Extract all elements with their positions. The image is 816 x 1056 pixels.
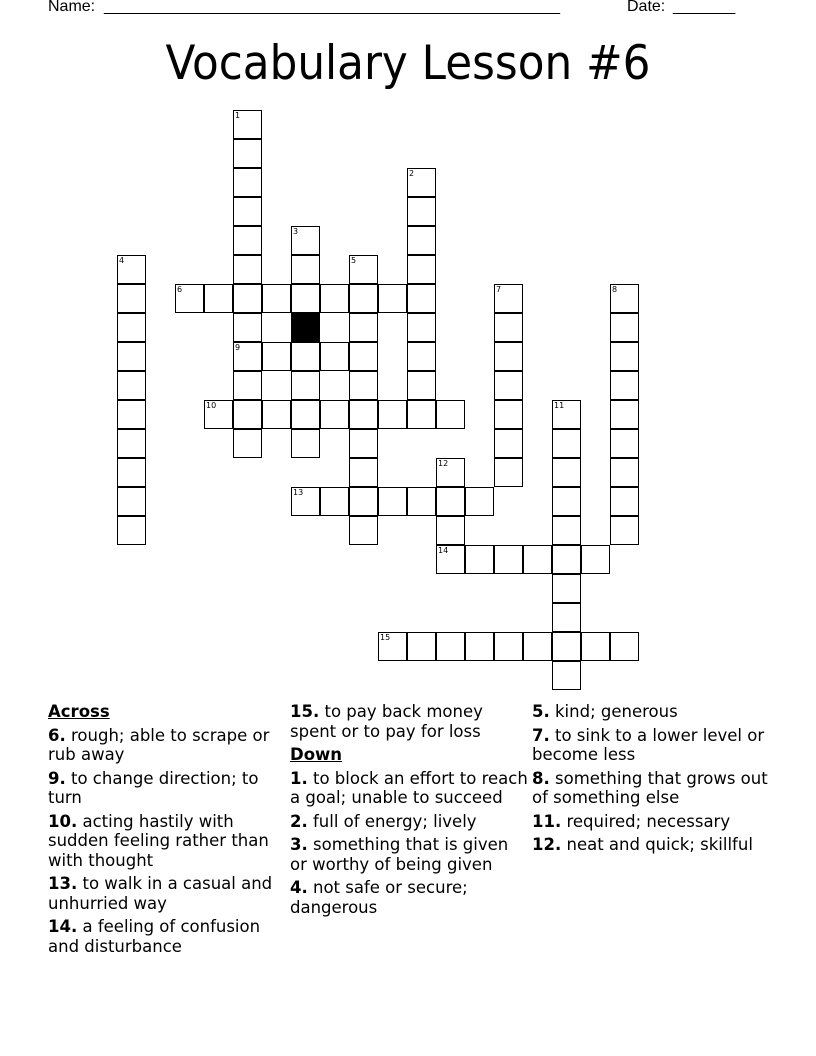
grid-cell[interactable] bbox=[552, 545, 581, 574]
grid-cell[interactable] bbox=[349, 429, 378, 458]
grid-cell[interactable] bbox=[349, 371, 378, 400]
grid-cell[interactable] bbox=[610, 400, 639, 429]
grid-cell[interactable] bbox=[552, 429, 581, 458]
grid-cell[interactable] bbox=[320, 400, 349, 429]
clue-down-8: 8. something that grows out of something else bbox=[532, 768, 768, 807]
grid-cell[interactable] bbox=[117, 371, 146, 400]
grid-cell[interactable] bbox=[436, 487, 465, 516]
grid-cell[interactable] bbox=[262, 400, 291, 429]
grid-cell[interactable] bbox=[610, 371, 639, 400]
grid-cell[interactable] bbox=[523, 632, 552, 661]
grid-cell[interactable] bbox=[407, 342, 436, 371]
grid-cell[interactable] bbox=[349, 458, 378, 487]
grid-cell[interactable] bbox=[291, 371, 320, 400]
grid-cell[interactable] bbox=[610, 313, 639, 342]
grid-cell[interactable] bbox=[233, 371, 262, 400]
blocked-cell bbox=[291, 313, 320, 342]
grid-cell[interactable] bbox=[552, 458, 581, 487]
grid-cell[interactable] bbox=[349, 284, 378, 313]
grid-cell[interactable] bbox=[233, 168, 262, 197]
clue-across-14: 14. a feeling of confusion and disturbance bbox=[48, 917, 261, 956]
grid-cell[interactable] bbox=[378, 400, 407, 429]
clue-number-14: 14 bbox=[438, 546, 449, 555]
grid-cell[interactable] bbox=[117, 342, 146, 371]
grid-cell[interactable] bbox=[494, 429, 523, 458]
clue-across-15: 15. to pay back money spent or to pay for loss bbox=[290, 702, 483, 741]
clue-down-1: 1. to block an effort to reach a goal; unable to succeed bbox=[290, 768, 528, 807]
clue-down-4: 4. not safe or secure; dangerous bbox=[290, 878, 468, 917]
clue-number-3: 3 bbox=[293, 227, 299, 236]
grid-cell[interactable] bbox=[610, 342, 639, 371]
grid-cell[interactable] bbox=[117, 313, 146, 342]
grid-cell[interactable] bbox=[378, 284, 407, 313]
grid-cell[interactable] bbox=[523, 545, 552, 574]
grid-cell[interactable] bbox=[465, 545, 494, 574]
clue-number-6: 6 bbox=[177, 285, 183, 294]
grid-cell[interactable] bbox=[407, 371, 436, 400]
grid-cell[interactable] bbox=[320, 284, 349, 313]
grid-cell[interactable] bbox=[407, 313, 436, 342]
grid-cell[interactable] bbox=[349, 400, 378, 429]
grid-cell[interactable] bbox=[465, 487, 494, 516]
grid-cell[interactable] bbox=[494, 458, 523, 487]
grid-cell[interactable] bbox=[581, 545, 610, 574]
grid-cell[interactable] bbox=[117, 487, 146, 516]
grid-cell[interactable] bbox=[436, 400, 465, 429]
clue-down-2: 2. full of energy; lively bbox=[290, 811, 477, 831]
grid-cell[interactable] bbox=[378, 487, 407, 516]
grid-cell[interactable] bbox=[552, 516, 581, 545]
grid-cell[interactable] bbox=[436, 516, 465, 545]
grid-cell[interactable] bbox=[407, 226, 436, 255]
clues-column-3 bbox=[532, 702, 772, 859]
clue-number-5: 5 bbox=[351, 256, 357, 265]
grid-cell[interactable] bbox=[552, 487, 581, 516]
clue-across-9: 9. to change direction; to turn bbox=[48, 768, 259, 807]
clue-number-13: 13 bbox=[293, 488, 304, 497]
grid-cell[interactable] bbox=[233, 313, 262, 342]
clue-number-9: 9 bbox=[235, 343, 241, 352]
clue-down-12: 12. neat and quick; skillful bbox=[532, 835, 753, 854]
clue-number-10: 10 bbox=[206, 401, 217, 410]
clue-down-7: 7. to sink to a lower level or become less bbox=[532, 725, 765, 764]
grid-cell[interactable] bbox=[262, 284, 291, 313]
clues-column-2 bbox=[290, 702, 528, 921]
clue-down-3: 3. something that is given or worthy of being given bbox=[290, 835, 509, 874]
grid-cell[interactable] bbox=[581, 632, 610, 661]
grid-cell[interactable] bbox=[349, 342, 378, 371]
grid-cell[interactable] bbox=[233, 284, 262, 313]
grid-cell[interactable] bbox=[262, 342, 291, 371]
grid-cell[interactable] bbox=[436, 632, 465, 661]
clue-down-11: 11. required; necessary bbox=[532, 811, 731, 831]
clue-number-1: 1 bbox=[235, 111, 241, 120]
grid-cell[interactable] bbox=[117, 458, 146, 487]
grid-cell[interactable] bbox=[552, 603, 581, 632]
down-heading: Down bbox=[290, 745, 343, 764]
name-label: Name: bbox=[48, 0, 96, 15]
grid-cell[interactable] bbox=[610, 429, 639, 458]
grid-cell[interactable] bbox=[610, 487, 639, 516]
grid-cell[interactable] bbox=[494, 632, 523, 661]
grid-cell[interactable] bbox=[407, 632, 436, 661]
clue-across-13: 13. to walk in a casual and unhurried way bbox=[48, 874, 273, 913]
clue-number-7: 7 bbox=[496, 285, 502, 294]
grid-cell[interactable] bbox=[320, 487, 349, 516]
grid-cell[interactable] bbox=[291, 400, 320, 429]
grid-cell[interactable] bbox=[291, 342, 320, 371]
grid-cell[interactable] bbox=[204, 284, 233, 313]
grid-cell[interactable] bbox=[233, 226, 262, 255]
grid-cell[interactable] bbox=[233, 139, 262, 168]
grid-cell[interactable] bbox=[465, 632, 494, 661]
grid-cell[interactable] bbox=[552, 574, 581, 603]
clue-number-2: 2 bbox=[409, 169, 415, 178]
page-title: Vocabulary Lesson #6 bbox=[165, 36, 651, 91]
grid-cell[interactable] bbox=[233, 429, 262, 458]
clue-down-5: 5. kind; generous bbox=[532, 702, 678, 721]
grid-cell[interactable] bbox=[291, 255, 320, 284]
grid-cell[interactable] bbox=[349, 516, 378, 545]
grid-cell[interactable] bbox=[610, 632, 639, 661]
grid-cell[interactable] bbox=[233, 255, 262, 284]
clue-across-6: 6. rough; able to scrape or rub away bbox=[48, 725, 270, 764]
grid-cell[interactable] bbox=[494, 342, 523, 371]
grid-cell[interactable] bbox=[552, 661, 581, 690]
grid-cell[interactable] bbox=[610, 458, 639, 487]
clue-number-11: 11 bbox=[554, 401, 565, 410]
grid-cell[interactable] bbox=[407, 197, 436, 226]
grid-cell[interactable] bbox=[552, 632, 581, 661]
grid-cell[interactable] bbox=[610, 516, 639, 545]
clue-number-4: 4 bbox=[119, 256, 125, 265]
grid-cell[interactable] bbox=[407, 284, 436, 313]
grid-cell[interactable] bbox=[117, 400, 146, 429]
clue-number-12: 12 bbox=[438, 459, 449, 468]
grid-cell[interactable] bbox=[494, 313, 523, 342]
grid-cell[interactable] bbox=[233, 197, 262, 226]
grid-cell[interactable] bbox=[349, 313, 378, 342]
clue-number-15: 15 bbox=[380, 633, 391, 642]
name-field[interactable]: _____________________________________________________ bbox=[104, 0, 560, 15]
grid-cell[interactable] bbox=[291, 429, 320, 458]
grid-cell[interactable] bbox=[320, 342, 349, 371]
grid-cell[interactable] bbox=[407, 487, 436, 516]
grid-cell[interactable] bbox=[349, 487, 378, 516]
grid-cell[interactable] bbox=[233, 400, 262, 429]
grid-cell[interactable] bbox=[291, 284, 320, 313]
date-field[interactable]: _______ bbox=[673, 0, 736, 15]
grid-cell[interactable] bbox=[407, 400, 436, 429]
grid-cell[interactable] bbox=[407, 255, 436, 284]
date-label: Date: bbox=[627, 0, 666, 15]
grid-cell[interactable] bbox=[117, 516, 146, 545]
grid-cell[interactable] bbox=[117, 284, 146, 313]
grid-cell[interactable] bbox=[117, 429, 146, 458]
grid-cell[interactable] bbox=[494, 371, 523, 400]
across-heading: Across bbox=[48, 702, 110, 721]
grid-cell[interactable] bbox=[494, 545, 523, 574]
clue-number-8: 8 bbox=[612, 285, 618, 294]
clue-across-10: 10. acting hastily with sudden feeling rather than with thought bbox=[48, 811, 269, 870]
grid-cell[interactable] bbox=[494, 400, 523, 429]
clues-column-1 bbox=[48, 702, 288, 960]
